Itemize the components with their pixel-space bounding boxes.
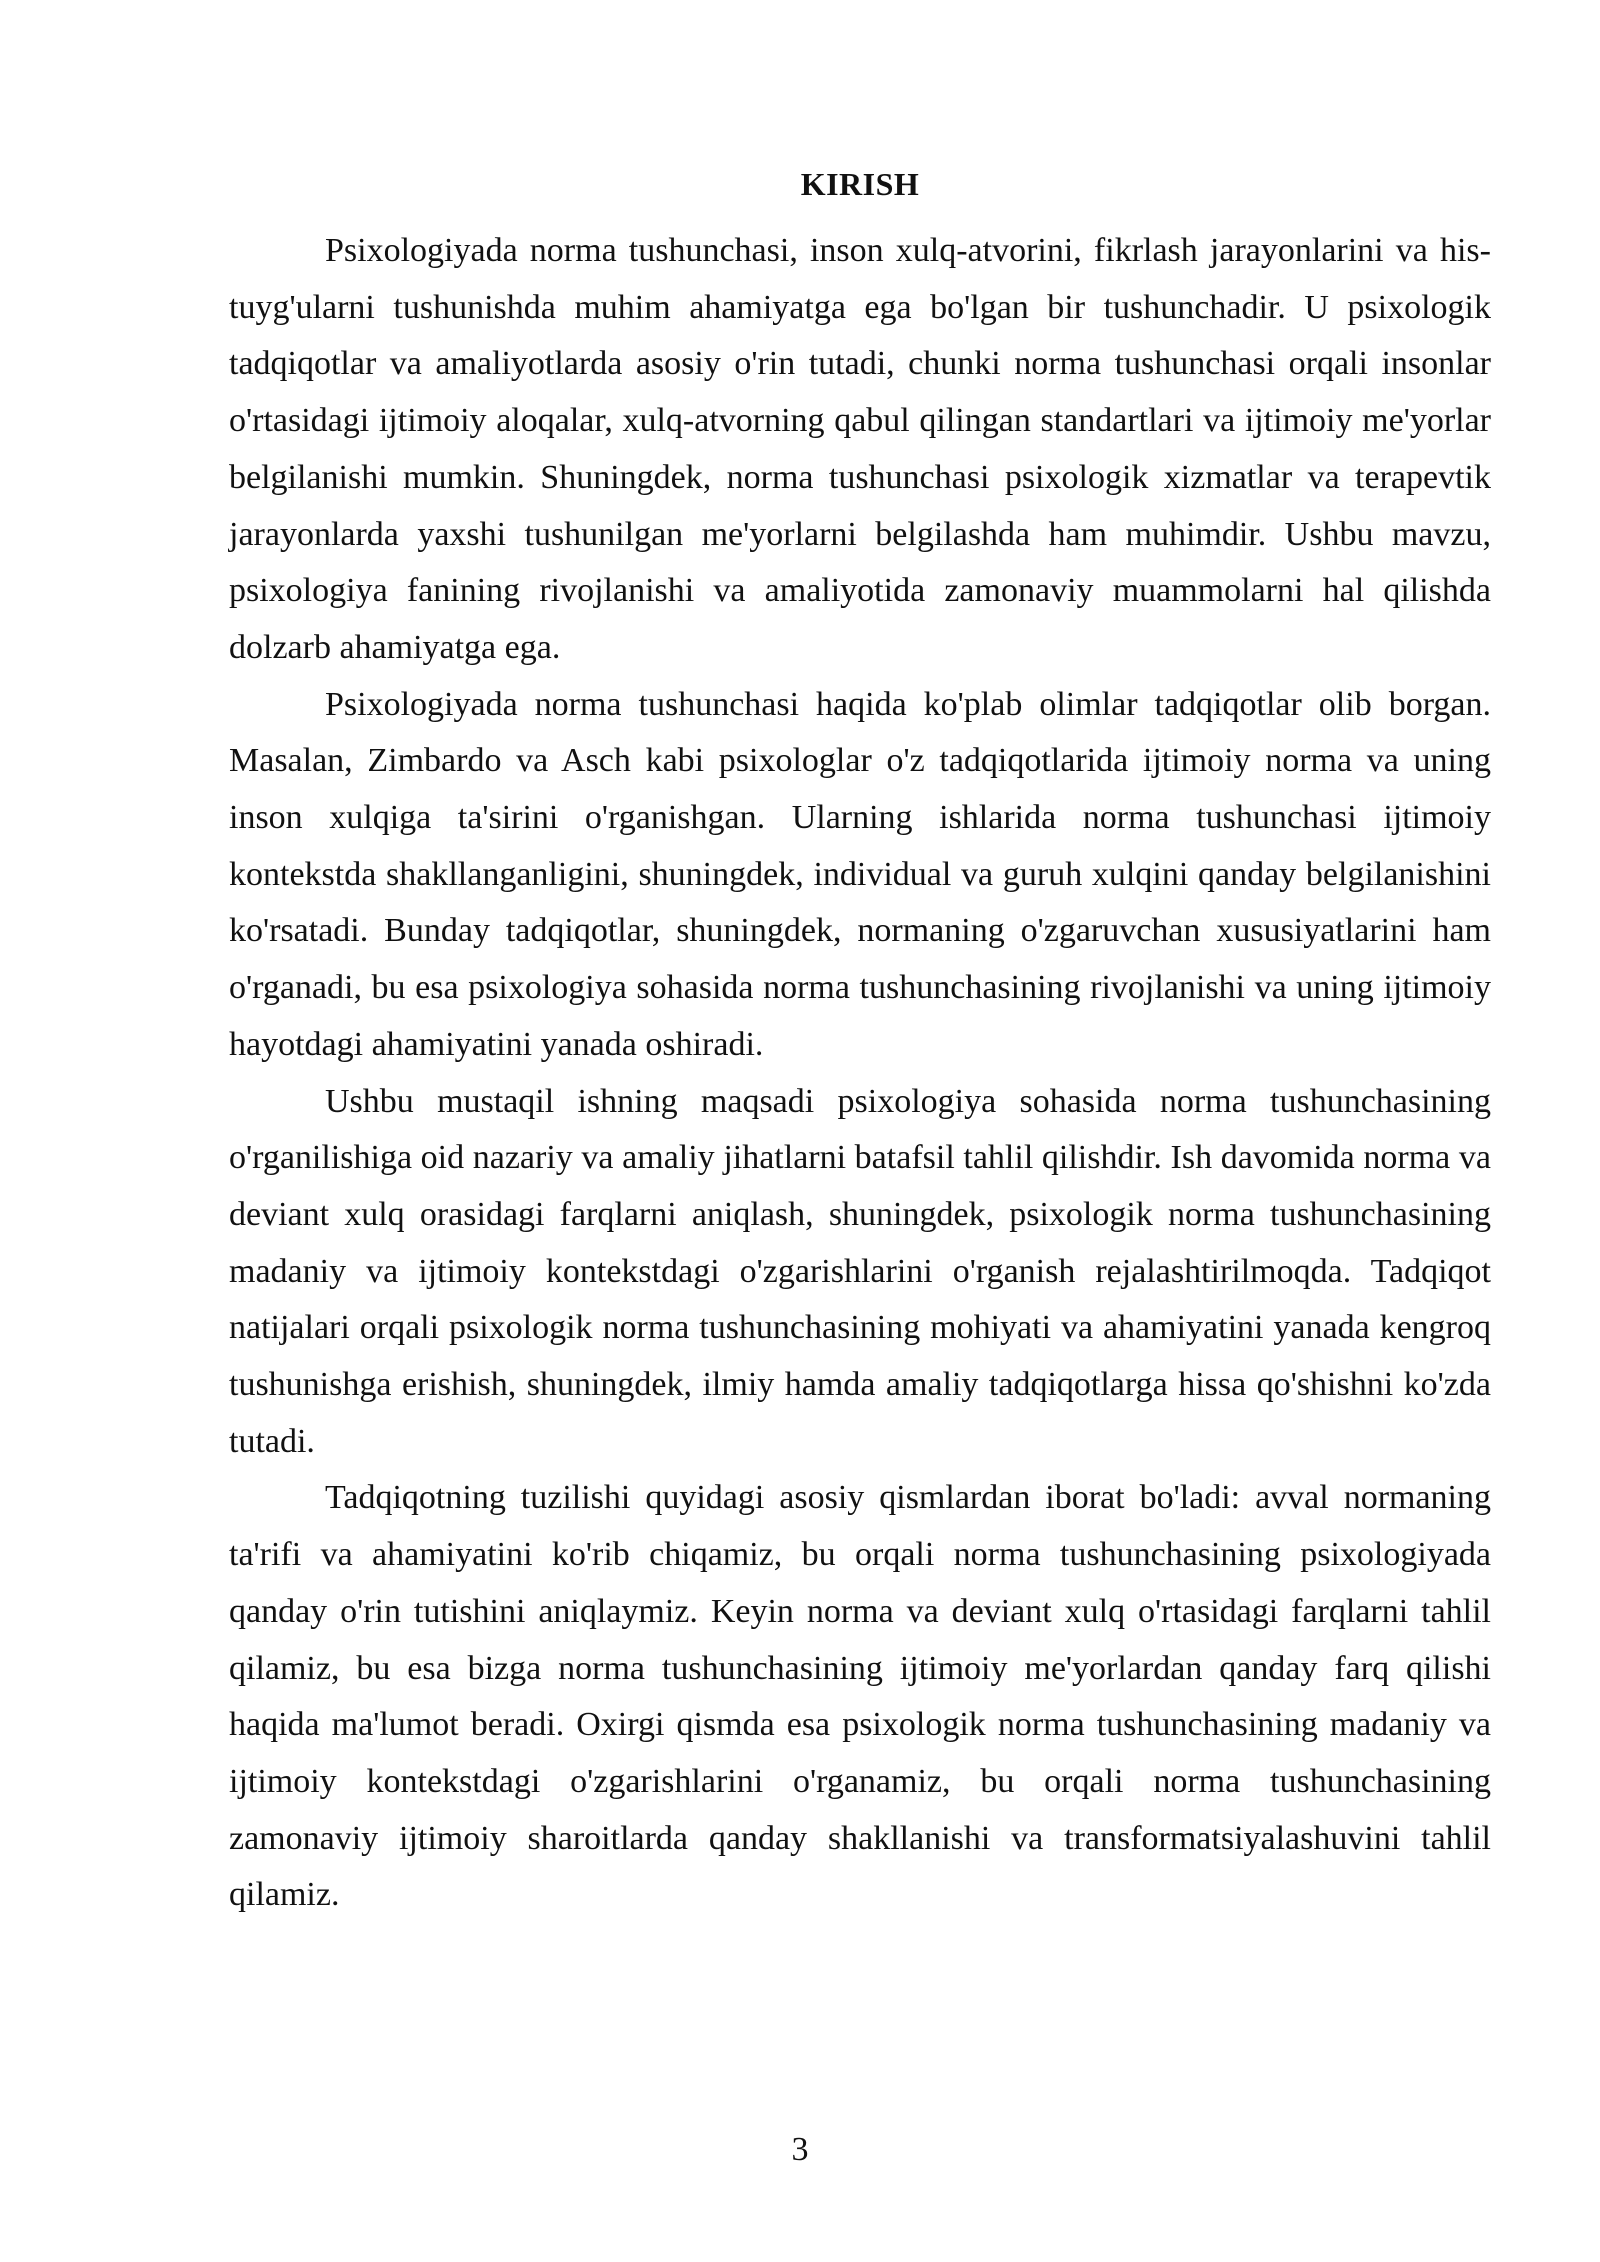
- page-content: [229, 160, 1491, 1924]
- page-number: 3: [791, 2131, 809, 2168]
- paragraph-structure: Tadqiqotning tuzilishi quyidagi asosiy qismlardan iborat bo'ladi: avval normaning ta'rifi va ahamiyatini ko'rib chiqamiz, bu orqali norma tushunchasining psixologiyada qanday o'rin tutishini aniqlaymiz. Keyin norma va deviant xulq o'rtasidagi farqlarni tahlil qilamiz, bu esa bizga norma tushunchasining ijtimoiy me'yorlardan qanday farq qilishi haqida ma'lumot beradi. Oxirgi qismda esa psixologik norma tushunchasining madaniy va ijtimoiy kontekstdagi o'zgarishlarini o'rganamiz, bu orqali norma tushunchasining zamonaviy ijtimoiy sharoitlarda qanday shakllanishi va transformatsiyalashuvini tahlil qilamiz.: [229, 1479, 1491, 1914]
- paragraph-intro: Psixologiyada norma tushunchasi, inson xulq-atvorini, fikrlash jarayonlarini va his-tuyg'ularni tushunishda muhim ahamiyatga ega bo'lgan bir tushunchadir. U psixologik tadqiqotlar va amaliyotlarda asosiy o'rin tutadi, chunki norma tushunchasi orqali insonlar o'rtasidagi ijtimoiy aloqalar, xulq-atvorning qabul qilingan standartlari va ijtimoiy me'yorlar belgilanishi mumkin. Shuningdek, norma tushunchasi psixologik xizmatlar va terapevtik jarayonlarda yaxshi tushunilgan me'yorlarni belgilashda ham muhimdir. Ushbu mavzu, psixologiya fanining rivojlanishi va amaliyotida zamonaviy muammolarni hal qilishda dolzarb ahamiyatga ega.: [229, 232, 1491, 666]
- section-title: KIRISH: [800, 166, 920, 202]
- paragraph-goal: Ushbu mustaqil ishning maqsadi psixologiya sohasida norma tushunchasining o'rganilishiga oid nazariy va amaliy jihatlarni batafsil tahlil qilishdir. Ish davomida norma va deviant xulq orasidagi farqlarni aniqlash, shuningdek, psixologik norma tushunchasining madaniy va ijtimoiy kontekstdagi o'zgarishlarini o'rganish rejalashtirilmoqda. Tadqiqot natijalari orqali psixologik norma tushunchasining mohiyati va ahamiyatini yanada kengroq tushunishga erishish, shuningdek, ilmiy hamda amaliy tadqiqotlarga hissa qo'shishni ko'zda tutadi.: [229, 1082, 1491, 1460]
- paragraph-research-background: Psixologiyada norma tushunchasi haqida ko'plab olimlar tadqiqotlar olib borgan. Masalan, Zimbardo va Asch kabi psixologlar o'z tadqiqotlarida ijtimoiy norma va uning inson xulqiga ta'sirini o'rganishgan. Ularning ishlarida norma tushunchasi ijtimoiy kontekstda shakllanganligini, shuningdek, individual va guruh xulqini qanday belgilanishini ko'rsatadi. Bunday tadqiqotlar, shuningdek, normaning o'zgaruvchan xususiyatlarini ham o'rganadi, bu esa psixologiya sohasida norma tushunchasining rivojlanishi va uning ijtimoiy hayotdagi ahamiyatini yanada oshiradi.: [229, 685, 1491, 1063]
